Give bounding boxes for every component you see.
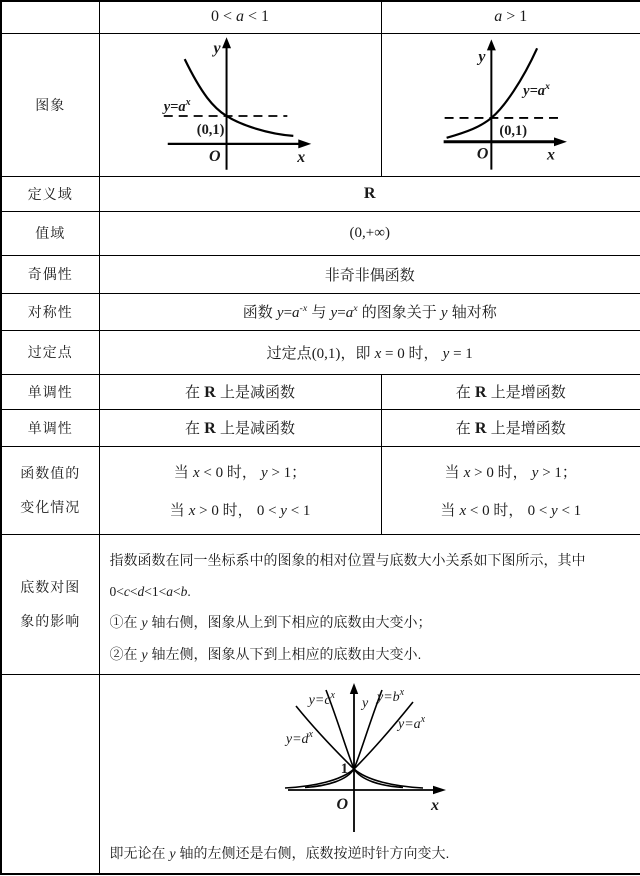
label-monotonicity-2: 单调性 — [1, 409, 99, 446]
cell-mono2-decreasing: 在 R 上是减函数 — [99, 409, 381, 446]
origin-label: O — [335, 795, 348, 813]
base-effect-line4: ②在 y 轴左侧，图象从下到上相应的底数由大变小. — [109, 646, 422, 663]
curve-label-a: $y=a^x$ — [397, 713, 425, 732]
y-axis-label: y — [361, 695, 368, 711]
label-base-effect: 底数对图 象的影响 — [1, 534, 99, 674]
graph-base-comparison — [100, 680, 636, 840]
point-0-1-label: (0,1) — [498, 122, 527, 139]
y-axis-arrow — [349, 683, 357, 694]
header-case-0a1: 0 < a < 1 — [99, 1, 381, 33]
graph-decreasing-exponential — [100, 34, 381, 176]
x-axis-label: x — [296, 148, 305, 166]
label-comparison-empty — [1, 674, 99, 874]
x-axis-label: x — [430, 796, 439, 814]
x-axis-arrow — [554, 137, 567, 146]
row-range — [1, 211, 640, 255]
label-fixed-point: 过定点 — [1, 330, 99, 374]
value-change-right-line2: 当 x < 0 时， 0 < y < 1 — [440, 501, 582, 519]
cell-mono1-decreasing: 在 R 上是减函数 — [99, 374, 381, 409]
x-axis-arrow — [433, 786, 446, 794]
conclusion-text: 即无论在 y 轴的左侧还是右侧，底数按逆时针方向变大. — [109, 844, 450, 862]
curve-label: $y=a^x$ — [522, 80, 550, 99]
label-range: 值域 — [1, 211, 99, 255]
row-parity — [1, 255, 640, 293]
value-change-left-line1: 当 x < 0 时， y > 1； — [173, 463, 307, 481]
value-change-right-line1: 当 x > 0 时， y > 1； — [444, 463, 577, 481]
label-value-change: 函数值的 变化情况 — [1, 446, 99, 534]
curve-label-b: $y=b^x$ — [376, 686, 404, 705]
cell-domain-value: R — [99, 176, 640, 211]
y-axis-label: y — [477, 47, 485, 65]
graph-increasing-exponential — [382, 34, 640, 176]
base-effect-line1: 指数函数在同一坐标系中的图象的相对位置与底数大小关系如下图所示，其中 — [109, 552, 586, 568]
curve-label: $y=a^x$ — [163, 96, 191, 115]
row-symmetry — [1, 293, 640, 330]
header-row — [1, 1, 640, 33]
row-base-effect — [1, 534, 640, 674]
cell-value-change-right — [381, 446, 640, 534]
header-empty-cell — [1, 1, 99, 33]
row-graph — [1, 33, 640, 176]
label-symmetry: 对称性 — [1, 293, 99, 330]
row-domain — [1, 176, 640, 211]
value-change-left-line2: 当 x > 0 时， 0 < y < 1 — [169, 501, 311, 519]
row-fixed-point — [1, 330, 640, 374]
y-axis-arrow — [222, 37, 231, 48]
point-0-1-label: (0,1) — [196, 121, 224, 138]
label-domain: 定义域 — [1, 176, 99, 211]
y-axis-label: y — [212, 39, 221, 57]
cell-mono2-increasing: 在 R 上是增函数 — [381, 409, 640, 446]
row-value-change — [1, 446, 640, 534]
row-monotonicity-2 — [1, 409, 640, 446]
origin-label: O — [476, 145, 488, 163]
label-graph: 图象 — [1, 33, 99, 176]
curve-label-d: $y=d^x$ — [285, 728, 313, 747]
base-effect-line2: 0<c<d<1<a<b. — [109, 584, 191, 599]
cell-graph-increasing — [381, 33, 640, 176]
cell-fixed-point-value: 过定点(0,1)，即 x = 0 时， y = 1 — [99, 330, 640, 374]
cell-base-effect-text — [99, 534, 640, 674]
cell-parity-value: 非奇非偶函数 — [99, 255, 640, 293]
label-parity: 奇偶性 — [1, 255, 99, 293]
header-case-a1: a > 1 — [381, 1, 640, 33]
cell-mono1-increasing: 在 R 上是增函数 — [381, 374, 640, 409]
cell-range-value: (0,+∞) — [99, 211, 640, 255]
label-monotonicity-1: 单调性 — [1, 374, 99, 409]
x-axis-label: x — [546, 146, 555, 164]
base-effect-line3: ①在 y 轴右侧，图象从上到下相应的底数由大变小； — [109, 614, 432, 631]
point-one-label: 1 — [340, 760, 348, 777]
cell-symmetry-value: 函数 $y=a^{-x}$ 与 $y=a^x$ 的图象关于 y 轴对称 — [99, 293, 640, 330]
cell-comparison-graph — [99, 674, 640, 874]
cell-value-change-left — [99, 446, 381, 534]
curve-label-c: $y=c^x$ — [308, 689, 335, 708]
row-monotonicity-1 — [1, 374, 640, 409]
y-axis-arrow — [486, 39, 495, 50]
origin-label: O — [208, 147, 221, 165]
cell-graph-decreasing — [99, 33, 381, 176]
row-comparison-graph — [1, 674, 640, 874]
x-axis-arrow — [298, 139, 311, 148]
